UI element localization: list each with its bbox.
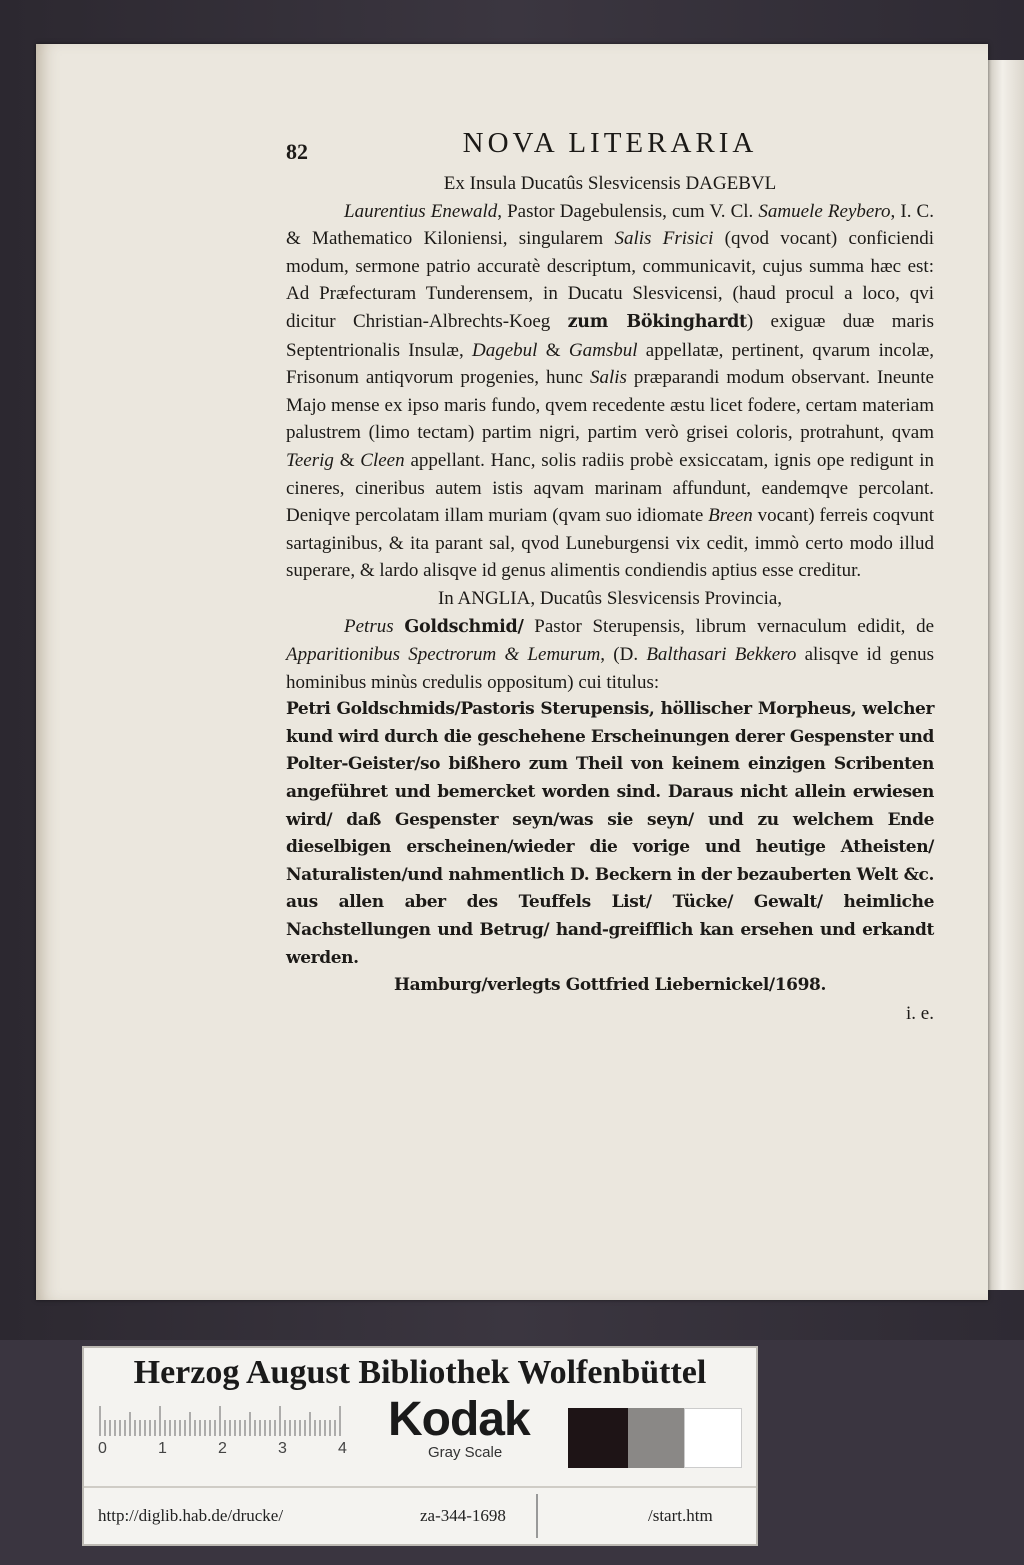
next-page-edge bbox=[988, 60, 1024, 1290]
ruler-label: 4 bbox=[338, 1440, 347, 1457]
gray-swatches bbox=[568, 1408, 744, 1468]
text-run: alisqve id genus hominibus minùs credulis oppositum) cui titulus: bbox=[286, 644, 934, 693]
footer-divider bbox=[536, 1494, 538, 1538]
text-run: Balthasari Bekkero bbox=[646, 644, 797, 666]
ruler-scale bbox=[98, 1406, 348, 1436]
text-run: , (D. bbox=[600, 644, 647, 666]
running-title: NOVA LITERARIA bbox=[462, 127, 758, 159]
text-run: Gamsbul bbox=[568, 339, 638, 361]
page-header bbox=[286, 127, 934, 170]
shelfmark: za-344-1698 bbox=[420, 1506, 506, 1525]
text-run: Breen bbox=[708, 505, 753, 527]
catchword: i. e. bbox=[906, 1002, 934, 1024]
gray-scale-label: Gray Scale bbox=[428, 1444, 503, 1461]
text-run: Laurentius Enewald bbox=[344, 200, 498, 222]
text-run: , Pastor Dagebulensis, cum V. Cl. bbox=[497, 200, 759, 222]
section-heading-dagebul: Ex Insula Ducatûs Slesvicensis DAGEBVL bbox=[443, 173, 777, 194]
text-run: Pastor Sterupensis, librum vernaculum edidit, de bbox=[523, 615, 935, 637]
text-run: appellant. Hanc, solis radiis probè exsiccatam, ignis ope redigunt in cineres, cineribus autem istis aqvam marinam affundunt, eandemqve percolant. Deniqve percolatam illam muriam (qvam suo idiomate bbox=[286, 449, 934, 527]
url-suffix: /start.htm bbox=[648, 1506, 713, 1525]
swatch-gray bbox=[628, 1408, 684, 1468]
ruler-label: 0 bbox=[98, 1440, 107, 1457]
text-run: (qvod vocant) conficiendi modum, sermone patrio accuratè descriptum, communicavit, cujus summa hæc est: Ad Præfecturam Tunderensem, in Ducatu Slesvicensi, (haud procul a loco, qvi dicitur Christian-Albrechts-Koeg bbox=[286, 228, 934, 332]
text-run: Salis bbox=[589, 367, 627, 389]
text-run: & bbox=[537, 339, 569, 361]
page-text bbox=[286, 127, 935, 1027]
section-heading-anglia: In ANGLIA, Ducatûs Slesvicensis Provincia, bbox=[437, 587, 783, 609]
text-run: Dagebul bbox=[472, 339, 538, 361]
text-run: præparandi modum observant. Ineunte Majo mense ex ipso maris fundo, qvem recedente æstu licet fodere, certam materiam palustrem (limo tectam) partim nigri, partim verò grisei coloris, protrahunt, qvam bbox=[286, 367, 934, 444]
text-run bbox=[394, 616, 405, 637]
text-run: zum Bökinghardt bbox=[567, 311, 747, 332]
text-run: ) exiguæ duæ maris Septentrionalis Insulæ, bbox=[286, 310, 935, 361]
text-run: Teerig bbox=[286, 449, 334, 471]
ruler-label: 1 bbox=[158, 1440, 167, 1457]
paragraph-salt-production bbox=[286, 198, 934, 585]
swatch-white bbox=[684, 1408, 742, 1468]
ruler-labels bbox=[98, 1440, 358, 1460]
ruler-label: 2 bbox=[218, 1440, 227, 1457]
paragraph-goldschmid bbox=[286, 613, 934, 697]
card-footer bbox=[84, 1486, 756, 1544]
page-number: 82 bbox=[286, 139, 308, 164]
book-title-block: Petri Goldschmids/Pastoris Sterupensis, höllischer Morpheus, welcher kund wird durch die geschehene Erscheinungen derer Gespenster und Polter-Geister/so bißhero zum Theil von keinem einzigen Scribenten angeführet und bemercket worden sind. Daraus nicht allein erwiesen wird/ daß Gespenster seyn/was sie seyn/ und zu welchem Ende dieselbigen erscheinen/wieder die vorige und heutige Atheisten/ Naturalisten/und nahmentlich D. Beckern in der bezauberten Welt &c. aus allen aber des Teuffels List/ Tücke/ Gewalt/ heimliche Nachstellungen und Betrug/ hand-greifflich kan ersehen und erkandt werden. bbox=[286, 699, 934, 968]
text-run: vocant) ferreis coqvunt sartaginibus, & ita parant sal, qvod Luneburgensi vix cedit, immò certo modo illud superare, & lardo alisqve id genus alimentis condiendis aptius esse creditur. bbox=[286, 505, 934, 582]
text-run: Samuele Reybero bbox=[758, 200, 891, 222]
imprint-line: Hamburg/verlegts Gottfried Liebernickel/1698. bbox=[394, 975, 826, 996]
text-run: Salis Frisici bbox=[614, 228, 714, 250]
library-name: Herzog August Bibliothek Wolfenbüttel bbox=[133, 1354, 707, 1391]
text-run: Apparitionibus Spectrorum & Lemurum bbox=[286, 644, 601, 666]
text-run: appellatæ, pertinent, qvarum incolæ, Frisonum antiqvorum progenies, hunc bbox=[286, 339, 935, 389]
text-run: Cleen bbox=[360, 449, 405, 471]
library-url: http://diglib.hab.de/drucke/ bbox=[98, 1506, 284, 1525]
text-run: , I. C. & Mathematico Kiloniensi, singularem bbox=[286, 200, 934, 250]
ruler-label: 3 bbox=[278, 1440, 287, 1457]
text-run: Goldschmid/ bbox=[404, 616, 524, 637]
text-run: & bbox=[333, 449, 361, 471]
kodak-logo: Kodak bbox=[388, 1393, 530, 1446]
library-color-card bbox=[82, 1346, 758, 1546]
text-run: Petrus bbox=[344, 615, 394, 637]
swatch-dark bbox=[568, 1408, 628, 1468]
